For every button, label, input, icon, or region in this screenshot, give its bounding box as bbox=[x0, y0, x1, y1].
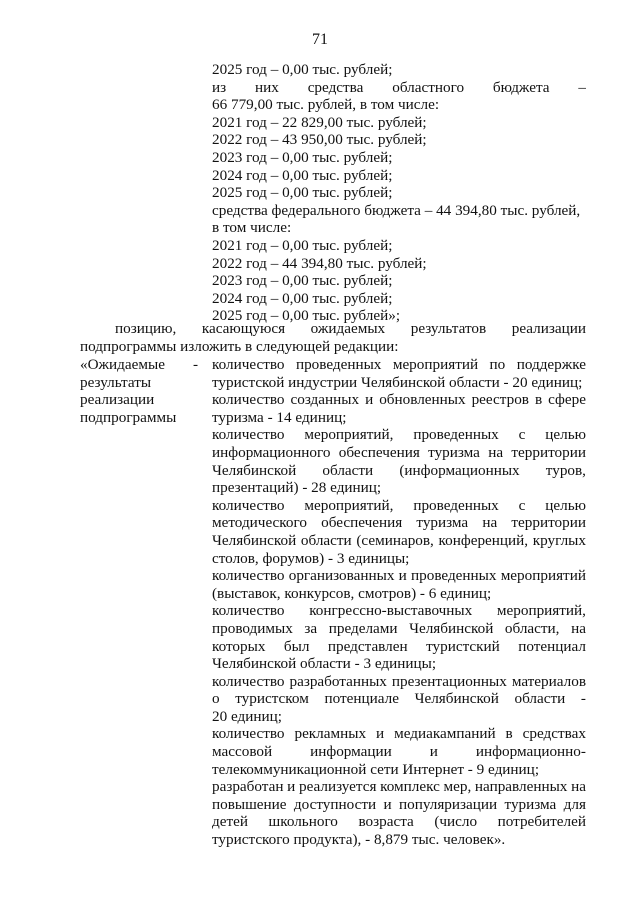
word: на bbox=[571, 778, 586, 796]
word: конференций, bbox=[438, 531, 529, 549]
word: медиакампаний bbox=[394, 725, 496, 743]
word: на bbox=[488, 443, 504, 461]
word: пределами bbox=[328, 619, 398, 637]
text-line-justified bbox=[212, 638, 586, 656]
word: количество bbox=[212, 426, 285, 444]
word: мероприятий bbox=[500, 567, 586, 585]
text-line-justified bbox=[212, 602, 586, 620]
text-line: в том числе: bbox=[212, 219, 292, 237]
word: был bbox=[283, 637, 310, 655]
word: проведенных bbox=[413, 496, 499, 514]
word: Челябинской bbox=[409, 619, 494, 637]
text-line: 20 единиц; bbox=[212, 707, 282, 725]
word: разработанных bbox=[289, 672, 387, 690]
results-block bbox=[212, 356, 586, 849]
word: них bbox=[254, 78, 279, 96]
word: с bbox=[518, 496, 526, 514]
text-line: 2025 год – 0,00 тыс. рублей; bbox=[212, 184, 393, 202]
word: туров, bbox=[545, 461, 586, 479]
word: по bbox=[489, 356, 506, 373]
word: целью bbox=[545, 426, 586, 444]
text-line: подпрограммы изложить в следующей редакции: bbox=[80, 337, 399, 355]
word: Челябинской bbox=[212, 461, 297, 479]
word: из bbox=[212, 78, 227, 96]
word: туризма bbox=[428, 443, 480, 461]
text-line: 66 779,00 тыс. рублей, в том числе: bbox=[212, 96, 440, 114]
text-line-justified bbox=[212, 796, 586, 814]
text-line-justified bbox=[80, 320, 586, 338]
word: реестров bbox=[471, 391, 529, 409]
word: проведенных bbox=[413, 426, 499, 444]
word: мероприятий, bbox=[304, 496, 394, 514]
text-line-justified bbox=[212, 356, 586, 374]
word: количество bbox=[212, 567, 285, 585]
word: средствах bbox=[522, 725, 586, 743]
word: круглых bbox=[532, 531, 586, 549]
word: территории bbox=[511, 443, 586, 461]
word: популяризации bbox=[398, 795, 498, 813]
text-line-justified bbox=[212, 462, 586, 480]
word: количество bbox=[212, 602, 285, 620]
text-line-justified bbox=[212, 391, 586, 409]
position-label bbox=[80, 356, 200, 426]
word: мероприятий, bbox=[304, 426, 394, 444]
word: рекламных bbox=[294, 725, 367, 743]
word: области bbox=[514, 690, 566, 708]
word: школьного bbox=[268, 813, 338, 831]
word: мероприятий, bbox=[496, 602, 586, 620]
word: количество bbox=[212, 496, 285, 514]
text-line: 2025 год – 0,00 тыс. рублей; bbox=[212, 61, 393, 78]
word: разработан bbox=[212, 778, 284, 796]
word: для bbox=[563, 795, 586, 813]
text-line-justified bbox=[212, 514, 586, 532]
word: реализации bbox=[511, 320, 586, 337]
text-line: туристской индустрии Челябинской области - 20 единиц; bbox=[212, 373, 583, 391]
word: туристском bbox=[235, 690, 309, 708]
label-line: результаты bbox=[80, 373, 152, 391]
text-line: 2021 год – 0,00 тыс. рублей; bbox=[212, 236, 393, 254]
text-line-justified bbox=[212, 690, 586, 708]
word: комплекс bbox=[380, 778, 440, 796]
instruction-paragraph bbox=[80, 320, 586, 355]
word: представлен bbox=[327, 637, 408, 655]
word: презентационных bbox=[391, 672, 507, 690]
word: результатов bbox=[410, 320, 487, 337]
word: туризма bbox=[504, 795, 557, 813]
word: (информационных bbox=[399, 461, 520, 479]
word: методического bbox=[212, 514, 307, 532]
word: и bbox=[376, 725, 385, 743]
text-line: 2023 год – 0,00 тыс. рублей; bbox=[212, 272, 393, 290]
word: потребителей bbox=[497, 813, 586, 831]
text-line: 2025 год – 0,00 тыс. рублей»; bbox=[212, 307, 401, 325]
word: за bbox=[304, 619, 318, 637]
word: и bbox=[429, 743, 438, 761]
word: детей bbox=[212, 813, 248, 831]
word: касающуюся bbox=[201, 320, 286, 337]
word: позицию, bbox=[115, 320, 177, 337]
text-line: 2023 год – 0,00 тыс. рублей; bbox=[212, 148, 393, 166]
text-line-justified bbox=[212, 778, 586, 796]
text-line: Челябинской области - 3 единицы; bbox=[212, 655, 437, 673]
text-line: столов, форумов) - 3 единицы; bbox=[212, 549, 410, 567]
word: информации bbox=[310, 743, 392, 761]
word: конгрессно-выставочных bbox=[309, 602, 473, 620]
text-line: презентаций) - 28 единиц; bbox=[212, 479, 382, 497]
text-line: 2024 год – 0,00 тыс. рублей; bbox=[212, 289, 393, 307]
text-line: 2022 год – 44 394,80 тыс. рублей; bbox=[212, 254, 427, 272]
word: на bbox=[571, 619, 586, 637]
budget-block bbox=[212, 61, 586, 325]
word: области, bbox=[504, 619, 560, 637]
label-dash: - bbox=[193, 356, 199, 373]
word: ожидаемых bbox=[310, 320, 386, 337]
word: в bbox=[534, 391, 543, 409]
word: сфере bbox=[548, 391, 586, 409]
word: в bbox=[505, 725, 513, 743]
text-line-justified bbox=[212, 444, 586, 462]
word: о bbox=[212, 690, 220, 708]
text-line-justified bbox=[212, 497, 586, 515]
word: (семинаров, bbox=[356, 531, 434, 549]
word: повышение bbox=[212, 795, 287, 813]
word: обновленных bbox=[379, 391, 466, 409]
word: мероприятий bbox=[392, 356, 479, 373]
word: возраста bbox=[358, 813, 414, 831]
word: потенциал bbox=[518, 637, 586, 655]
word: проводимых bbox=[212, 619, 293, 637]
word: и bbox=[287, 778, 296, 796]
text-line-justified bbox=[212, 813, 586, 831]
word: количество bbox=[212, 672, 285, 690]
word: (число bbox=[434, 813, 478, 831]
word: обеспечения bbox=[338, 443, 420, 461]
word: Челябинской bbox=[212, 531, 297, 549]
word: и bbox=[365, 391, 374, 409]
label-line: «Ожидаемые bbox=[80, 356, 165, 373]
word: территории bbox=[511, 514, 586, 532]
word: количество bbox=[212, 391, 285, 409]
word: мер, bbox=[443, 778, 472, 796]
word: - bbox=[580, 690, 586, 708]
word: которых bbox=[212, 637, 266, 655]
word: количество bbox=[212, 725, 285, 743]
label-line: подпрограммы bbox=[80, 408, 177, 426]
word: областного bbox=[392, 78, 465, 96]
word: средства bbox=[307, 78, 364, 96]
word: потенциале bbox=[324, 690, 399, 708]
word: массовой bbox=[212, 743, 273, 761]
word: проведенных bbox=[411, 567, 497, 585]
word: бюджета bbox=[492, 78, 550, 96]
word: на bbox=[482, 514, 498, 532]
text-line-justified bbox=[212, 532, 586, 550]
text-line: (выставок, конкурсов, смотров) - 6 единиц; bbox=[212, 584, 492, 602]
word: информационно- bbox=[475, 743, 586, 761]
word: обеспечения bbox=[321, 514, 403, 532]
text-line-justified bbox=[212, 79, 586, 97]
word: организованных bbox=[288, 567, 395, 585]
word: и bbox=[383, 795, 392, 813]
text-line: 2021 год – 22 829,00 тыс. рублей; bbox=[212, 113, 427, 131]
word: количество bbox=[212, 356, 285, 373]
word: Челябинской bbox=[414, 690, 499, 708]
text-line: туризма - 14 единиц; bbox=[212, 408, 347, 426]
word: – bbox=[578, 78, 586, 96]
page-number: 71 bbox=[312, 31, 328, 48]
word: проведенных bbox=[295, 356, 382, 373]
word: доступности bbox=[293, 795, 377, 813]
word: туризма bbox=[416, 514, 469, 532]
text-line-justified bbox=[212, 673, 586, 691]
text-line: 2024 год – 0,00 тыс. рублей; bbox=[212, 166, 393, 184]
text-line: средства федерального бюджета – 44 394,80 тыс. рублей, bbox=[212, 201, 581, 219]
text-line: туристского продукта), - 8,879 тыс. человек». bbox=[212, 831, 506, 849]
word: туристский bbox=[426, 637, 500, 655]
word: и bbox=[398, 567, 407, 585]
word: реализуется bbox=[298, 778, 377, 796]
word: созданных bbox=[290, 391, 360, 409]
text-line-justified bbox=[212, 426, 586, 444]
text-line-justified bbox=[212, 567, 586, 585]
word: целью bbox=[545, 496, 586, 514]
text-line-justified bbox=[212, 743, 586, 761]
word: поддержке bbox=[516, 356, 586, 373]
word: области bbox=[322, 461, 374, 479]
label-line: реализации bbox=[80, 391, 155, 409]
text-line: 2022 год – 43 950,00 тыс. рублей; bbox=[212, 131, 427, 149]
word: с bbox=[518, 426, 526, 444]
word: материалов bbox=[511, 672, 586, 690]
word: информационного bbox=[212, 443, 331, 461]
text-line-justified bbox=[212, 725, 586, 743]
word: направленных bbox=[474, 778, 568, 796]
text-line: телекоммуникационной сети Интернет - 9 единиц; bbox=[212, 760, 540, 778]
text-line-justified bbox=[212, 620, 586, 638]
word: области bbox=[300, 531, 352, 549]
